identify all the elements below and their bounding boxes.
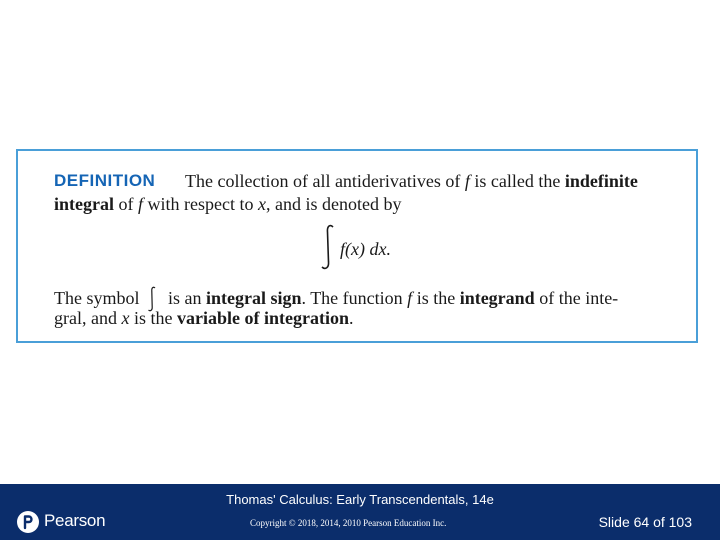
pearson-wordmark: Pearson <box>44 511 106 530</box>
slide-number: Slide 64 of 103 <box>598 514 692 530</box>
text: is called the <box>469 171 565 191</box>
text: is an <box>163 288 206 308</box>
term-indefinite: indefinite <box>564 171 638 191</box>
term-variable-of-integration: variable of integration <box>176 308 349 328</box>
pearson-p-icon <box>16 510 40 534</box>
text: The symbol <box>54 288 140 308</box>
term-integral: integral <box>54 194 114 214</box>
definition-heading: DEFINITION <box>54 171 156 190</box>
integral-formula <box>318 223 438 271</box>
var-f: f <box>464 171 470 191</box>
var-f: f <box>138 194 144 214</box>
text: . The function <box>301 288 408 308</box>
text: of the inte- <box>534 288 619 308</box>
pearson-logo <box>16 510 126 534</box>
text: is the <box>129 308 177 328</box>
copyright-notice: Copyright © 2018, 2014, 2010 Pearson Education Inc. <box>250 518 447 528</box>
var-x: x <box>121 308 130 328</box>
text: of <box>114 194 138 214</box>
term-integral-sign: integral sign <box>206 288 302 308</box>
definition-line-5 <box>54 309 353 327</box>
var-x: x <box>258 194 266 214</box>
integral-sign-icon <box>318 223 338 271</box>
text: gral, and <box>54 308 122 328</box>
integrand-expression: f(x) dx. <box>340 239 391 259</box>
text: The collection of all antiderivatives of <box>185 171 465 191</box>
definition-box <box>16 149 698 343</box>
var-f: f <box>407 288 413 308</box>
definition-line-1 <box>185 172 638 190</box>
text: . <box>348 308 354 328</box>
book-title: Thomas' Calculus: Early Transcendentals, 14e <box>226 492 494 507</box>
slide-footer <box>0 484 720 540</box>
term-integrand: integrand <box>459 288 535 308</box>
text: , and is denoted by <box>266 194 402 214</box>
text: with respect to <box>143 194 258 214</box>
text: is the <box>412 288 460 308</box>
definition-line-2 <box>54 195 401 213</box>
